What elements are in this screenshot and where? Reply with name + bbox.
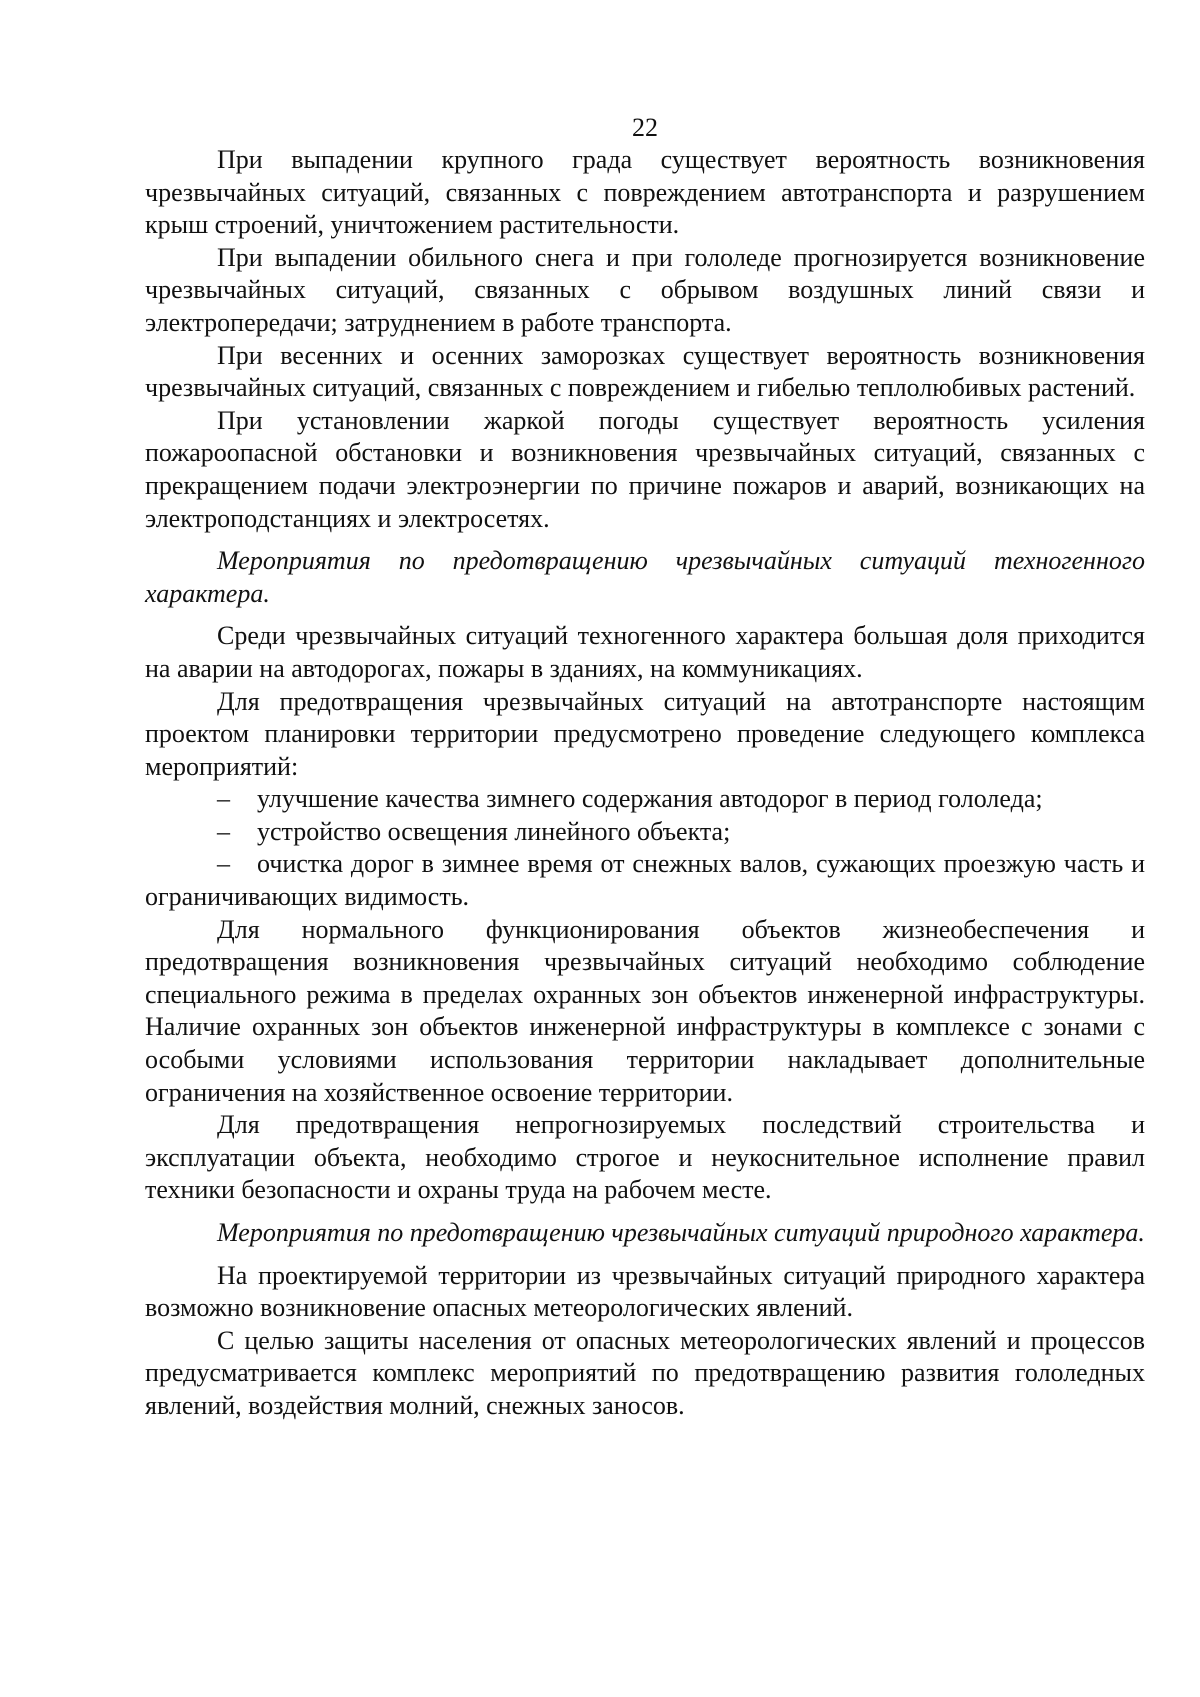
paragraph-population-protection: С целью защиты населения от опасных метеорологических явлений и процессов предусматривается комплекс мероприятий по предотвращению развития гололедных явлений, воздействия молний, снежных заносов. xyxy=(145,1325,1145,1420)
list-item-text: устройство освещения линейного объекта; xyxy=(257,816,731,846)
paragraph-safety-rules: Для предотвращения непрогнозируемых последствий строительства и эксплуатации объекта, необходимо строгое и неукоснительное исполнение правил техники безопасности и охраны труда на рабочем месте. xyxy=(145,1110,1145,1205)
paragraph-protection-zones: Для нормального функционирования объектов жизнеобеспечения и предотвращения возникновения чрезвычайных ситуаций необходимо соблюдение специального режима в пределах охранных зон объектов инженерной инфраструктуры. Наличие охранных зон объектов инженерной инфраструктуры в комплексе с зонами с особыми условиями использования территории накладывает дополнительные ограничения на хозяйственное освоение территории. xyxy=(145,914,1145,1107)
list-item-text: очистка дорог в зимнее время от снежных валов, сужающих проезжую часть и ограничивающих видимость. xyxy=(145,849,1145,912)
paragraph-transport-measures: Для предотвращения чрезвычайных ситуаций на автотранспорте настоящим проектом планировки территории предусмотрено проведение следующего комплекса мероприятий: xyxy=(145,686,1145,781)
section-heading-natural: Мероприятия по предотвращению чрезвычайных ситуаций природного характера. xyxy=(217,1218,1145,1247)
paragraph-heat: При установлении жаркой погоды существует вероятность усиления пожароопасной обстановки и возникновения чрезвычайных ситуаций, связанных с прекращением подачи электроэнергии по причине пожаров и аварий, возникающих на электроподстанциях и электросетях. xyxy=(145,405,1145,533)
paragraph-hail: При выпадении крупного града существует вероятность возникновения чрезвычайных ситуаций, связанных с повреждением автотранспорта и разрушением крыш строений, уничтожением растительности. xyxy=(145,145,1145,240)
list-dash: – xyxy=(217,784,230,814)
list-item xyxy=(145,816,1145,849)
list-dash: – xyxy=(217,849,230,879)
paragraph-technogenic-share: Среди чрезвычайных ситуаций техногенного характера большая доля приходится на аварии на автодорогах, пожары в зданиях, на коммуникациях. xyxy=(145,621,1145,683)
paragraph-frost: При весенних и осенних заморозках существует вероятность возникновения чрезвычайных ситуаций, связанных с повреждением и гибелью теплолюбивых растений. xyxy=(145,340,1145,403)
paragraph-meteorological: На проектируемой территории из чрезвычайных ситуаций природного характера возможно возникновение опасных метеорологических явлений. xyxy=(145,1260,1145,1323)
list-item-text: улучшение качества зимнего содержания автодорог в период гололеда; xyxy=(257,784,1043,814)
section-heading-technogenic: Мероприятия по предотвращению чрезвычайных ситуаций техногенного характера. xyxy=(145,546,1145,608)
document-page xyxy=(145,112,1145,1423)
list-dash: – xyxy=(217,816,230,846)
page-number: 22 xyxy=(632,113,658,142)
list-item xyxy=(145,783,1145,816)
list-item xyxy=(145,848,1145,913)
paragraph-snow-ice: При выпадении обильного снега и при гололеде прогнозируется возникновение чрезвычайных ситуаций, связанных с обрывом воздушных линий связи и электропередачи; затруднением в работе транспорта. xyxy=(145,242,1145,337)
